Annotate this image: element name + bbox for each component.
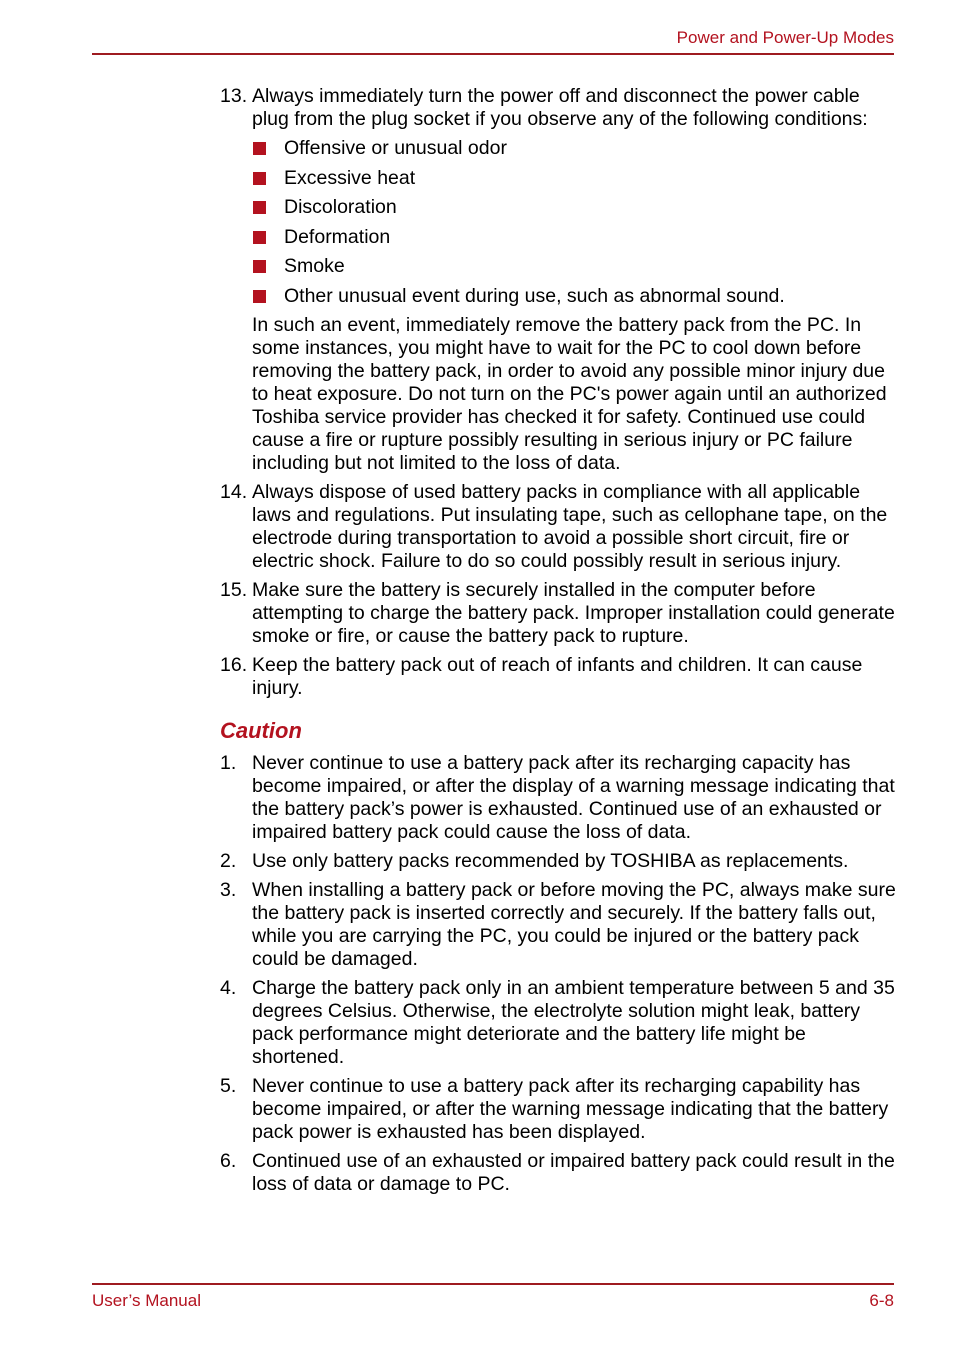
page-header-title: Power and Power-Up Modes — [676, 28, 894, 47]
list-item-text: Use only battery packs recommended by TOSHIBA as replacements. — [252, 850, 849, 872]
caution-item-1 — [220, 752, 900, 844]
list-item-text: Make sure the battery is securely installed in the computer before attempting to charge the battery pack. Improper installation could generate smoke or fire, or cause the battery pack to rupture. — [252, 579, 895, 647]
list-item-text: When installing a battery pack or before moving the PC, always make sure the battery pack is inserted correctly and securely. If the battery falls out, while you are carrying the PC, you could be injured or the battery pack could be damaged. — [252, 879, 896, 970]
bullet-text: Offensive or unusual odor — [284, 137, 507, 159]
bullet-item — [252, 167, 900, 190]
footer-manual-label: User’s Manual — [92, 1291, 201, 1310]
caution-heading: Caution — [220, 718, 302, 743]
list-number: 2. — [220, 850, 237, 872]
caution-item-3 — [220, 879, 900, 971]
square-bullet-icon — [253, 290, 266, 303]
bullet-text: Other unusual event during use, such as abnormal sound. — [284, 284, 785, 307]
list-number: 1. — [220, 752, 237, 774]
bullet-item — [252, 226, 900, 249]
list-item-text: Never continue to use a battery pack after its recharging capacity has become impaired, or after the display of a warning message indicating that the battery pack’s power is exhausted. Continued use of an exhausted or impaired battery pack could cause the loss of data. — [252, 752, 895, 843]
list-item-text: Continued use of an exhausted or impaired battery pack could result in the loss of data or damage to PC. — [252, 1150, 895, 1195]
bullet-item — [252, 196, 900, 219]
list-item-16 — [220, 654, 900, 700]
bullet-text: Smoke — [284, 255, 345, 277]
main-content — [220, 85, 900, 1202]
list-item-13 — [220, 85, 900, 475]
list-number: 3. — [220, 879, 237, 901]
caution-item-5 — [220, 1075, 900, 1144]
square-bullet-icon — [253, 172, 266, 185]
header-rule — [92, 53, 894, 55]
caution-item-4 — [220, 977, 900, 1069]
list-number: 14. — [220, 481, 248, 503]
list-item-text: Never continue to use a battery pack after its recharging capability has become impaired, or after the warning message indicating that the battery pack power is exhausted has been displayed. — [252, 1075, 889, 1143]
list-number: 6. — [220, 1150, 237, 1172]
list-number: 5. — [220, 1075, 237, 1097]
list-number: 16. — [220, 654, 248, 676]
footer-rule — [92, 1283, 894, 1285]
bullet-text: Deformation — [284, 225, 391, 248]
square-bullet-icon — [253, 231, 266, 244]
bullet-text: Excessive heat — [284, 166, 416, 189]
square-bullet-icon — [253, 260, 266, 273]
bullet-text: Discoloration — [284, 196, 397, 218]
caution-item-2 — [220, 850, 900, 873]
list-number: 4. — [220, 977, 237, 999]
event-paragraph: In such an event, immediately remove the battery pack from the PC. In some instances, you might have to wait for the PC to cool down before removing the battery pack, in order to avoid any possible minor injury due to heat exposure. Do not turn on the PC's power again until an authorized Toshiba service provider has checked it for safety. Continued use could cause a fire or rupture possibly resulting in serious injury or PC failure including but not limited to the loss of data. — [252, 314, 887, 474]
list-item-text: Charge the battery pack only in an ambient temperature between 5 and 35 degrees Celsius. Otherwise, the electrolyte solution might leak, battery pack performance might deteriorate and the battery life might be shortened. — [252, 977, 895, 1068]
list-number: 15. — [220, 579, 248, 601]
list-item-text: Always immediately turn the power off and disconnect the power cable plug from the plug socket if you observe any of the following conditions: — [252, 85, 868, 130]
list-number: 13. — [220, 85, 248, 107]
bullet-item — [252, 137, 900, 160]
list-item-text: Always dispose of used battery packs in compliance with all applicable laws and regulations. Put insulating tape, such as cellophane tape, on the electrode during transportation to avoid a possible short circuit, fire or electric shock. Failure to do so could possibly result in serious injury. — [252, 481, 888, 572]
condition-bullet-list — [252, 137, 900, 308]
list-item-15 — [220, 579, 900, 648]
square-bullet-icon — [253, 201, 266, 214]
bullet-item — [252, 255, 900, 278]
bullet-item — [252, 285, 900, 308]
caution-item-6 — [220, 1150, 900, 1196]
list-item-14 — [220, 481, 900, 573]
list-item-text: Keep the battery pack out of reach of infants and children. It can cause injury. — [252, 654, 863, 699]
page-number: 6-8 — [869, 1291, 894, 1310]
square-bullet-icon — [253, 142, 266, 155]
